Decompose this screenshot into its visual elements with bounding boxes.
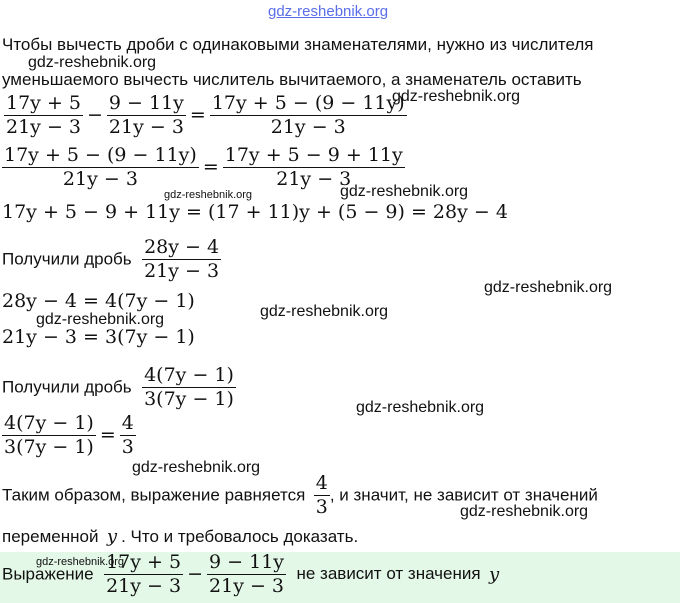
- denominator: 21y − 3: [108, 115, 184, 138]
- fraction: [120, 412, 136, 459]
- denominator: 21y − 3: [144, 259, 220, 282]
- answer-line: [2, 551, 499, 598]
- numerator: 4(7y − 1): [144, 364, 234, 386]
- minus-sign: −: [87, 104, 103, 127]
- fraction: [142, 364, 236, 411]
- got-fraction-label: Получили дробь: [2, 377, 132, 397]
- equation-5: 21y − 3 = 3(7y − 1): [2, 326, 195, 348]
- watermark: gdz-reshebnik.org: [356, 399, 485, 416]
- equation-6: [2, 412, 136, 459]
- fraction: [210, 92, 407, 139]
- fraction: [207, 551, 286, 598]
- watermark: gdz-reshebnik.org: [260, 303, 389, 320]
- numerator: 9 − 11y: [108, 92, 184, 114]
- got-fraction-a: [2, 236, 221, 283]
- variable: y: [106, 526, 118, 547]
- watermark-top: gdz-reshebnik.org: [268, 3, 389, 20]
- numerator: 17y + 5: [106, 551, 182, 573]
- numerator: 4: [315, 472, 328, 494]
- watermark: gdz-reshebnik.org: [392, 88, 521, 105]
- fraction: [104, 551, 183, 598]
- fraction: [2, 412, 96, 459]
- watermark: gdz-reshebnik.org: [36, 311, 165, 328]
- equation-1: [4, 92, 407, 139]
- numerator: 4: [121, 412, 134, 434]
- denominator: 21y − 3: [276, 167, 352, 190]
- denominator: 21y − 3: [62, 167, 138, 190]
- answer-suffix: не зависит от значения: [296, 564, 481, 584]
- watermark: gdz-reshebnik.org: [460, 503, 589, 520]
- denominator: 3(7y − 1): [144, 387, 234, 410]
- rule-line-2: уменьшаемого вычесть числитель вычитаемого, а знаменатель оставить: [2, 70, 582, 89]
- minus-sign: −: [187, 563, 204, 586]
- denominator: 21y − 3: [106, 574, 182, 597]
- numerator: 4(7y − 1): [4, 412, 94, 434]
- denominator: 3: [315, 495, 328, 518]
- conclusion-line-2: [2, 526, 358, 547]
- rule-line-1: Чтобы вычесть дроби с одинаковыми знаменателями, нужно из числителя: [2, 35, 594, 54]
- watermark: gdz-reshebnik.org: [28, 54, 157, 71]
- watermark: gdz-reshebnik.org: [132, 459, 261, 476]
- got-fraction-b: [2, 364, 236, 411]
- watermark: gdz-reshebnik.org: [340, 183, 469, 200]
- fraction: [4, 92, 83, 139]
- equation-3: 17y + 5 − 9 + 11y = (17 + 11)y + (5 − 9) = 28y − 4: [2, 201, 508, 223]
- denominator: 21y − 3: [270, 115, 346, 138]
- fraction: [314, 472, 330, 519]
- denominator: 3(7y − 1): [4, 435, 94, 458]
- watermark: gdz-reshebnik.org: [36, 556, 125, 568]
- equals-sign: =: [202, 156, 219, 179]
- conclusion-text: переменной: [2, 527, 99, 546]
- fraction: [2, 144, 199, 191]
- numerator: 9 − 11y: [209, 551, 285, 573]
- variable: y: [489, 563, 500, 585]
- equals-sign: =: [189, 104, 206, 127]
- fraction: [107, 92, 186, 139]
- numerator: 17y + 5 − 9 + 11y: [224, 144, 403, 166]
- numerator: 17y + 5 − (9 − 11y): [4, 144, 197, 166]
- watermark: gdz-reshebnik.org: [164, 189, 253, 201]
- numerator: 17y + 5 − (9 − 11y): [211, 92, 405, 114]
- denominator: 21y − 3: [6, 115, 81, 138]
- numerator: 28y − 4: [144, 236, 220, 258]
- denominator: 3: [121, 435, 134, 458]
- conclusion-text: Таким образом, выражение равняется: [2, 485, 306, 505]
- got-fraction-label: Получили дробь: [2, 249, 132, 269]
- conclusion-text: , и значит, не зависит от значений: [329, 485, 598, 505]
- answer-expression: [104, 551, 286, 598]
- denominator: 21y − 3: [209, 574, 285, 597]
- answer-prefix: Выражение: [2, 564, 94, 584]
- numerator: 17y + 5: [6, 92, 81, 114]
- conclusion-text: . Что и требовалось доказать.: [121, 527, 359, 546]
- equals-sign: =: [99, 424, 116, 447]
- watermark: gdz-reshebnik.org: [484, 279, 613, 296]
- fraction: [142, 236, 221, 283]
- equation-4: 28y − 4 = 4(7y − 1): [2, 290, 195, 312]
